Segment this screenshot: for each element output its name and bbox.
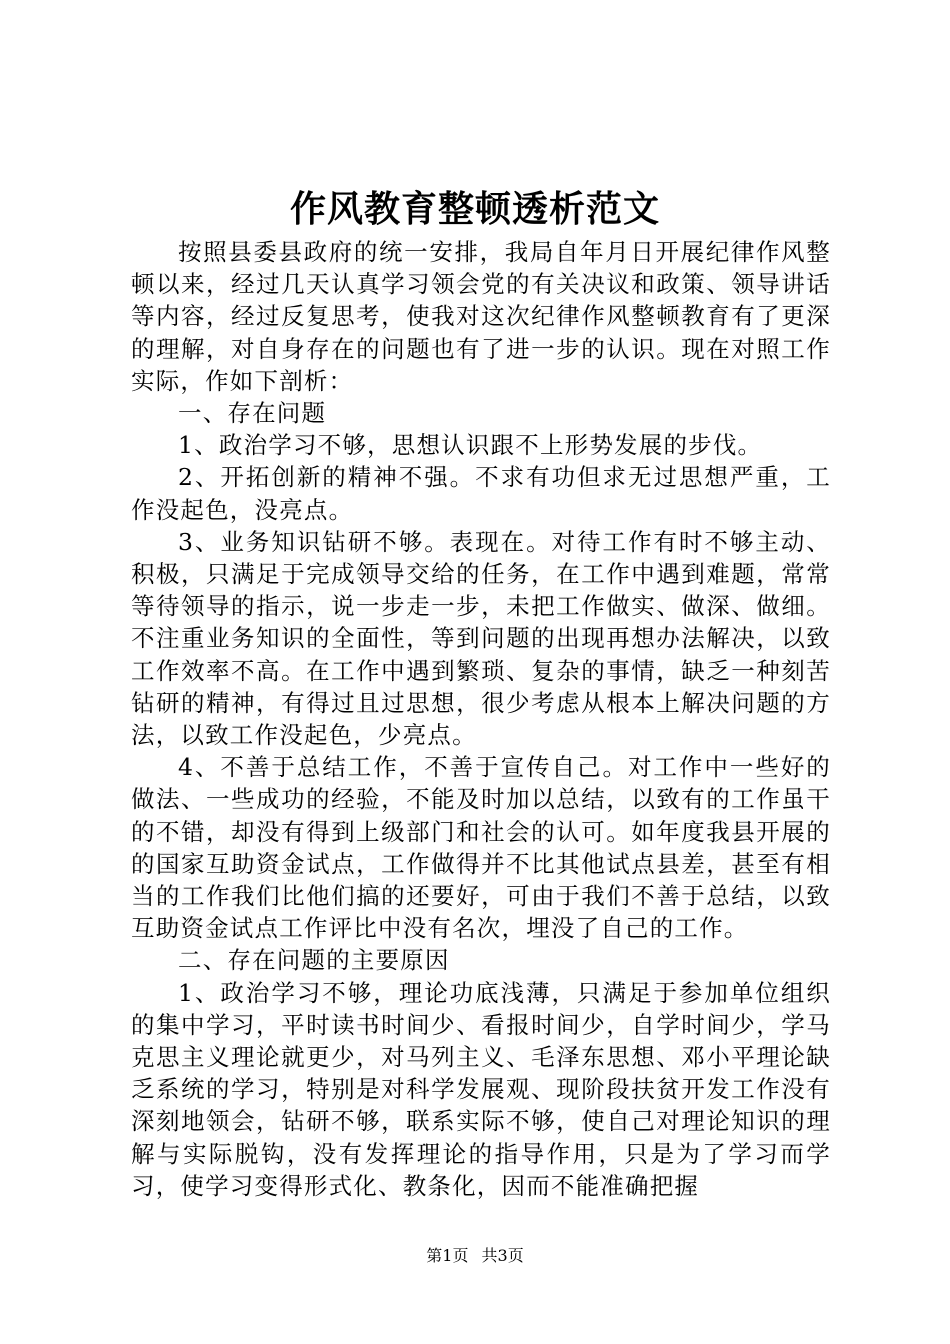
section-heading-causes: 二、存在问题的主要原因 <box>178 946 450 975</box>
cause-item-1: 1、政治学习不够，理论功底浅薄，只满足于参加单位组织的集中学习，平时读书时间少、看报时间少，自学时间少，学马克思主义理论就更少，对马列主义、毛泽东思想、邓小平理论缺乏系统的学习，特别是对科学发展观、现阶段扶贫开发工作没有深刻地领会，钻研不够，联系实际不够，使自己对理论知识的理解与实际脱钩，没有发挥理论的指导作用，只是为了学习而学习，使学习变得形式化、教条化，因而不能准确把握 <box>131 978 831 1200</box>
page-number: 第1页 <box>426 1246 469 1265</box>
document-title: 作风教育整顿透析范文 <box>289 188 660 230</box>
page-total: 共3页 <box>481 1246 524 1265</box>
problem-item-2: 2、开拓创新的精神不强。不求有功但求无过思想严重，工作没起色，没亮点。 <box>131 463 831 524</box>
intro-paragraph: 按照县委县政府的统一安排，我局自年月日开展纪律作风整顿以来，经过几天认真学习领会党的有关决议和政策、领导讲话等内容，经过反复思考，使我对这次纪律作风整顿教育有了更深的理解，对自身存在的问题也有了进一步的认识。现在对照工作实际，作如下剖析： <box>131 238 831 395</box>
section-heading-problems: 一、存在问题 <box>178 399 327 428</box>
problem-item-4: 4、不善于总结工作，不善于宣传自己。对工作中一些好的做法、一些成功的经验，不能及时加以总结，以致有的工作虽干的不错，却没有得到上级部门和社会的认可。如年度我县开展的的国家互助资金试点，工作做得并不比其他试点县差，甚至有相当的工作我们比他们搞的还要好，可由于我们不善于总结，以致互助资金试点工作评比中没有名次，埋没了自己的工作。 <box>131 753 831 943</box>
document-body <box>131 236 831 1202</box>
page-footer <box>0 1244 950 1268</box>
problem-item-3: 3、业务知识钻研不够。表现在。对待工作有时不够主动、积极，只满足于完成领导交给的任务，在工作中遇到难题，常常等待领导的指示，说一步走一步，未把工作做实、做深、做细。不注重业务知识的全面性，等到问题的出现再想办法解决，以致工作效率不高。在工作中遇到繁琐、复杂的事情，缺乏一种刻苦钻研的精神，有得过且过思想，很少考虑从根本上解决问题的方法，以致工作没起色，少亮点。 <box>131 527 831 750</box>
problem-item-1: 1、政治学习不够，思想认识跟不上形势发展的步伐。 <box>178 431 763 460</box>
